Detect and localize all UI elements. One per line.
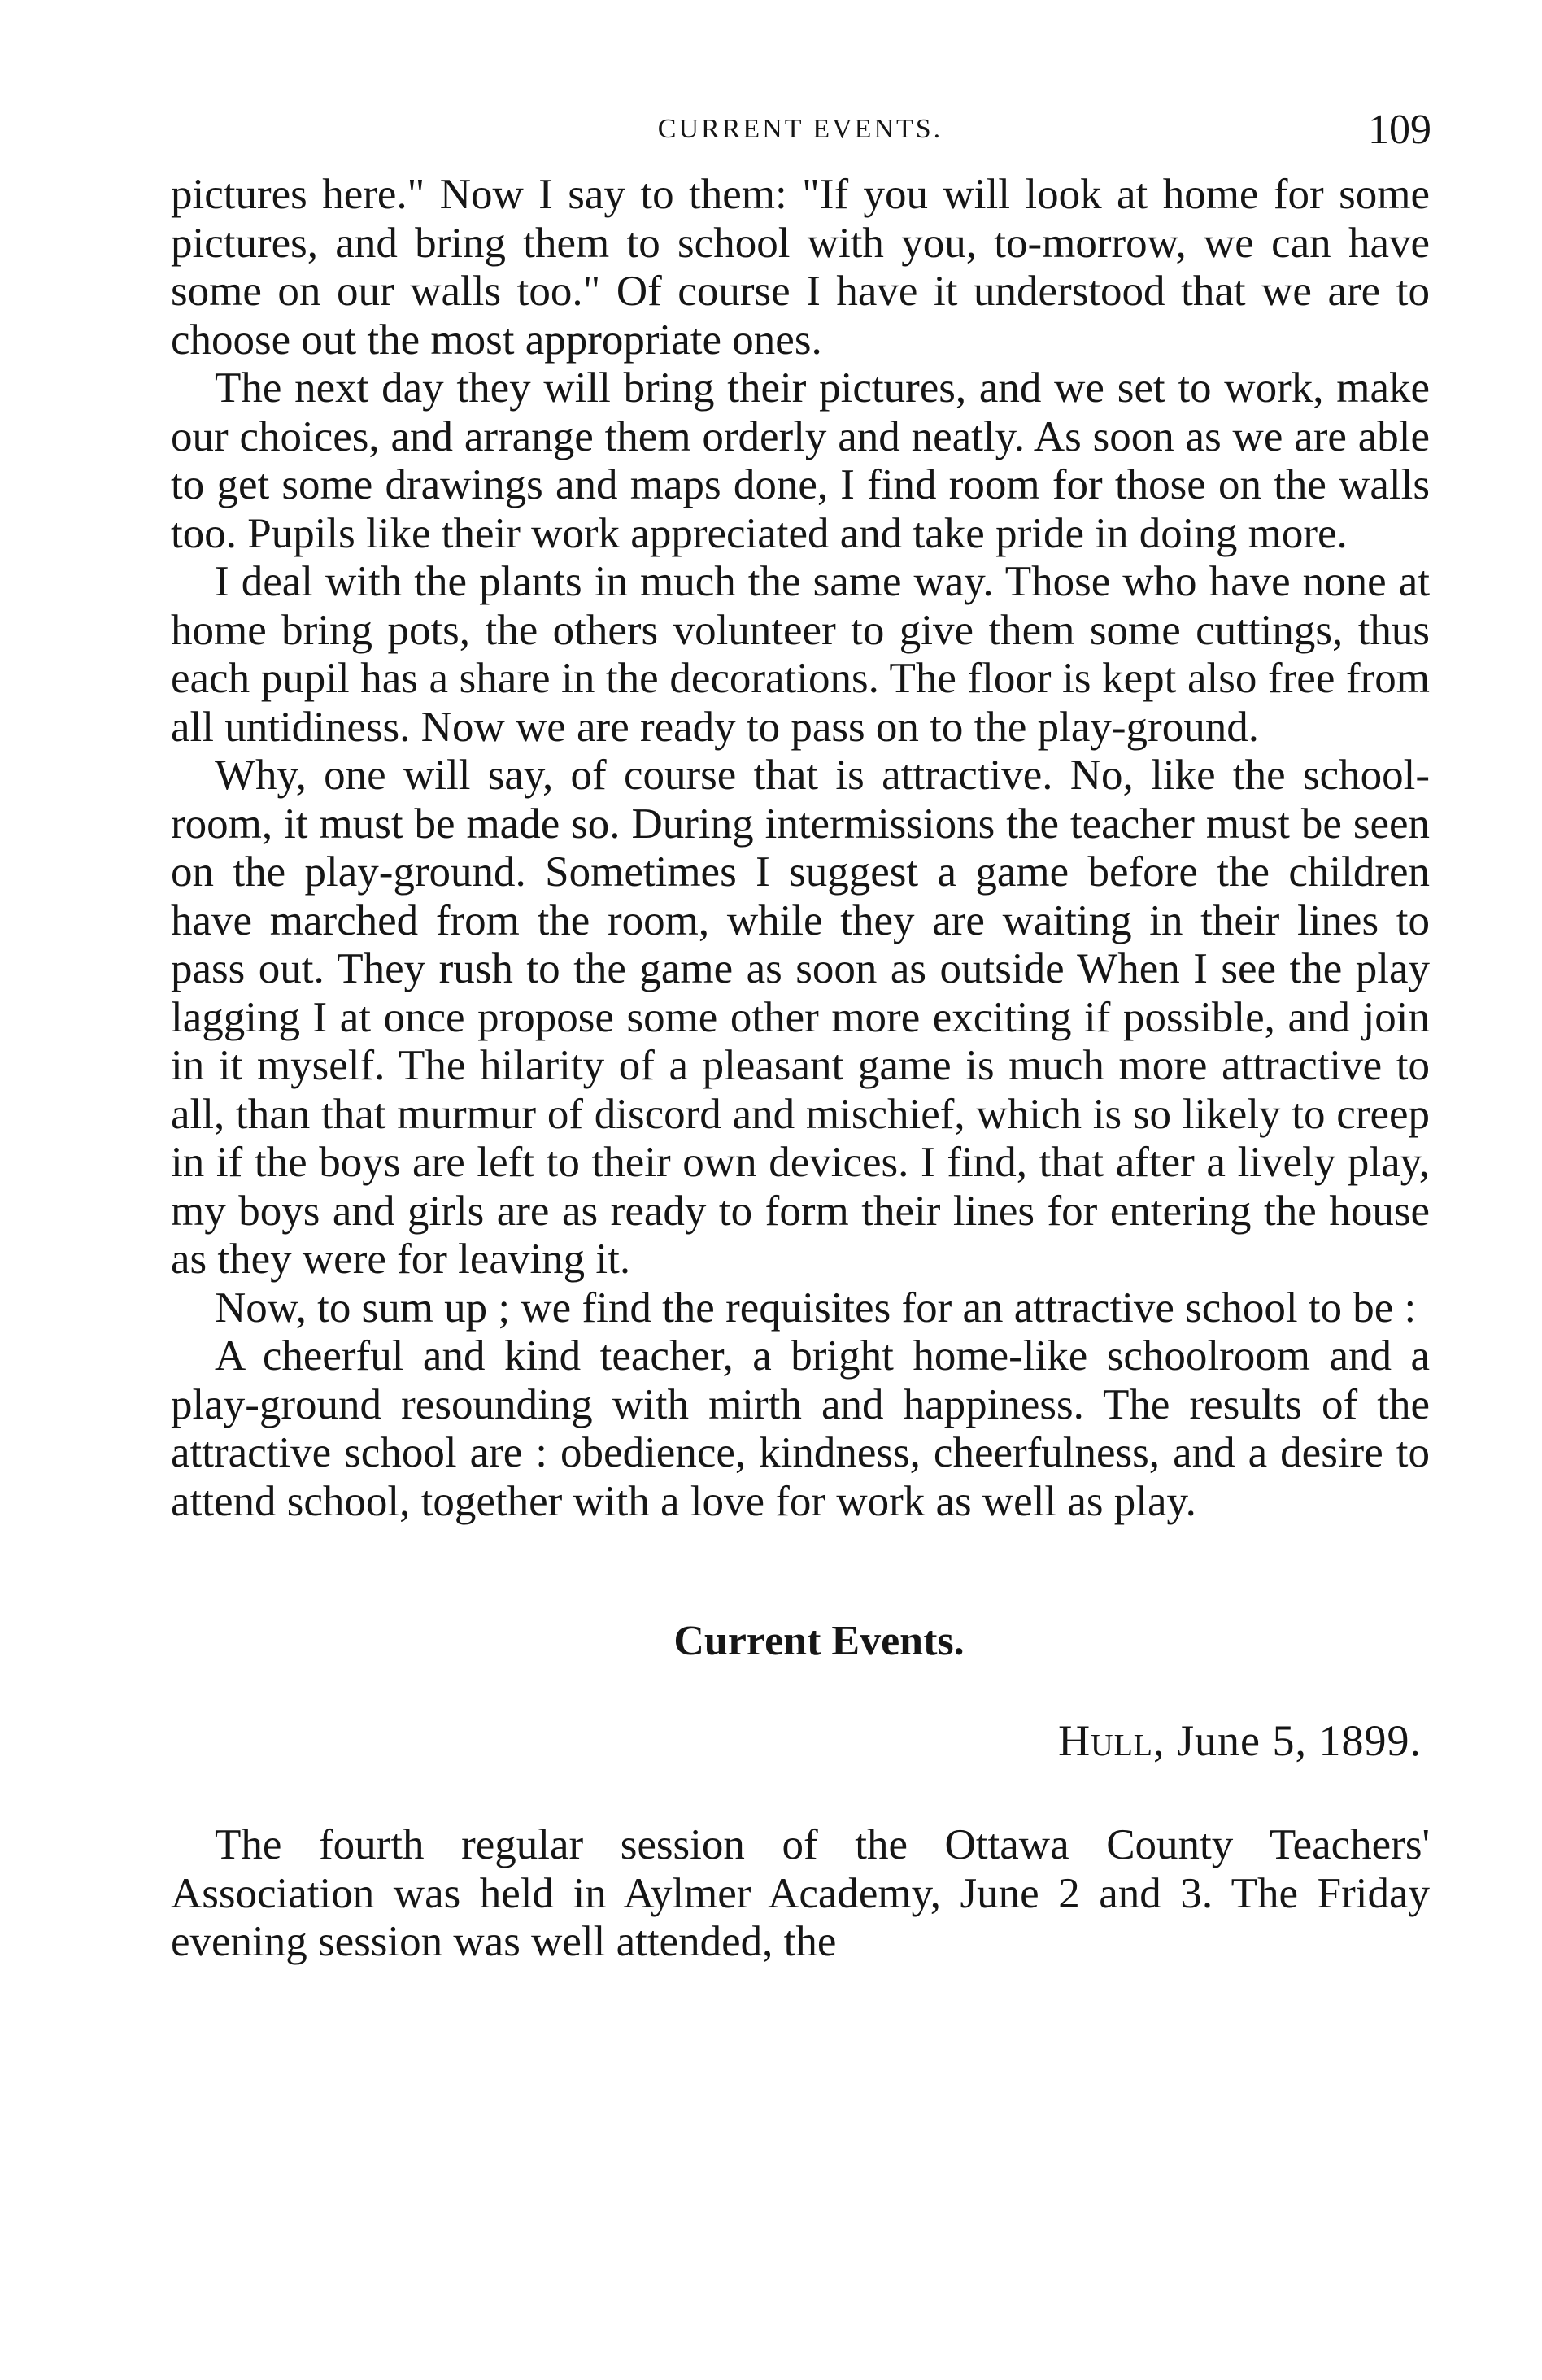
section-heading: Current Events. (673, 1618, 965, 1664)
section-body (171, 1821, 1430, 1967)
paragraph: The next day they will bring their pictures, and we set to work, make our choices, and arrange them orderly and neatly. As soon as we are able to get some drawings and maps done, I find room for those on the walls too. Pupils like their work appreciated and take pride in doing more. (171, 364, 1430, 557)
paragraph: pictures here." Now I say to them: "If you will look at home for some pictures, and bring them to school with you, to-morrow, we can have some on our walls too." Of course I have it understood that we are to choose out the most appropriate ones. (171, 171, 1430, 364)
paragraph: Now, to sum up ; we find the requisites for an attractive school to be : (215, 1284, 1417, 1332)
paragraph: The fourth regular session of the Ottawa County Teachers' Association was held in Aylmer Academy, June 2 and 3. The Friday evening session was well attended, the (171, 1821, 1430, 1965)
paragraph: Why, one will say, of course that is attractive. No, like the school-room, it must be made so. During intermissions the teacher must be seen on the play-ground. Sometimes I suggest a game before the children have marched from the room, while they are waiting in their lines to pass out. They rush to the game as soon as outside When I see the play lagging I at once propose some other more exciting if possible, and join in it myself. The hilarity of a pleasant game is much more attractive to all, than that murmur of discord and mischief, which is so likely to creep in if the boys are left to their own devices. I find, that after a lively play, my boys and girls are as ready to form their lines for entering the house as they were for leaving it. (171, 752, 1430, 1283)
dateline-date: , June 5, 1899. (1153, 1716, 1422, 1765)
page-number: 109 (1368, 107, 1431, 153)
dateline (171, 1715, 1430, 1766)
paragraph: I deal with the plants in much the same way. Those who have none at home bring pots, the others volunteer to give them some cuttings, thus each pupil has a share in the decorations. The floor is kept also free from all untidiness. Now we are ready to pass on to the play-ground. (171, 558, 1430, 751)
paragraph: A cheerful and kind teacher, a bright home-like schoolroom and a play-ground resounding with mirth and happiness. The results of the attractive school are : obedience, kindness, cheerfulness, and a desire to attend school, together with a love for work as well as play. (171, 1332, 1430, 1525)
page-header (171, 106, 1430, 171)
article-body (171, 171, 1430, 1526)
running-title: CURRENT EVENTS. (657, 114, 943, 144)
dateline-place: Hull (1058, 1716, 1154, 1765)
book-page (171, 106, 1430, 1967)
